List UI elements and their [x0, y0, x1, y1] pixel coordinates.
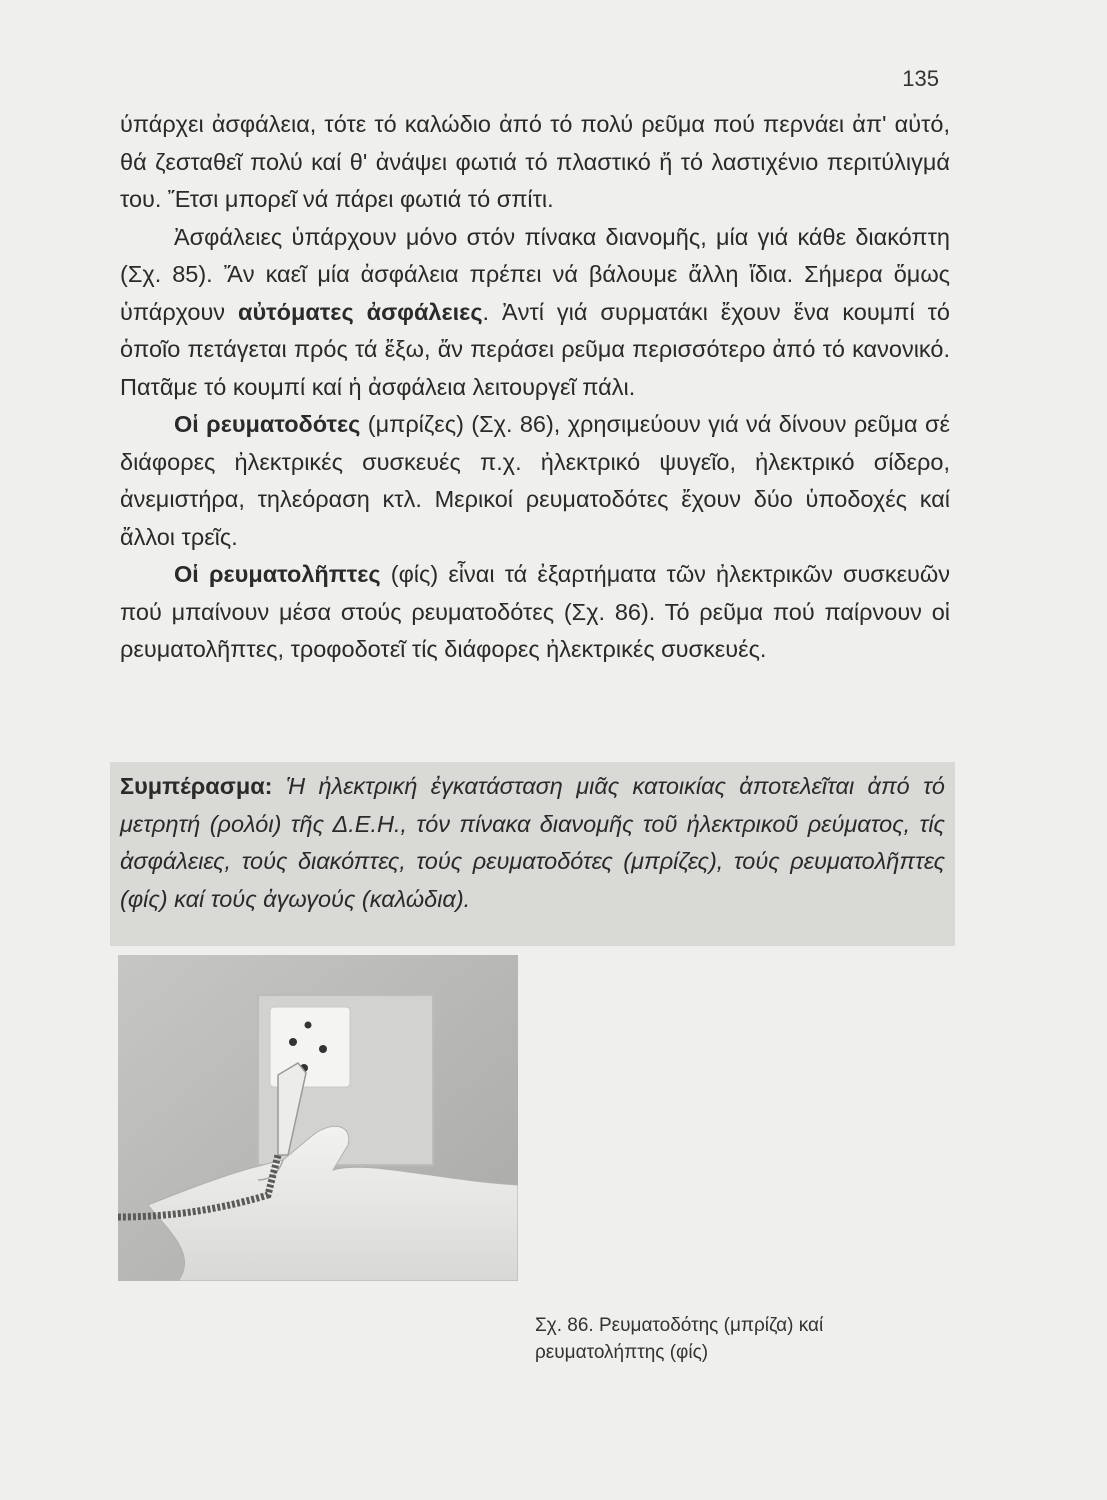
paragraph-2 [120, 219, 950, 407]
socket-hole-icon [305, 1022, 312, 1029]
paragraph-4-text: (φίς) εἶναι τά ἐξαρτήματα τῶν ἠλεκτρικῶν συσκευῶν πού μπαίνουν μέσα στούς ρευματοδότες (Σχ. 86). Τό ρεῦμα πού παίρνουν οἱ ρευματολῆπτες, τροφοδοτεῖ τίς διάφορες ἠλεκτρικές συσκευές. [120, 561, 950, 662]
paragraph-1-text: ύπάρχει ἀσφάλεια, τότε τό καλώδιο ἀπό τό πολύ ρεῦμα πού περνάει ἀπ' αὐτό, θά ζεσταθεῖ πολύ καί θ' ἀνάψει φωτιά τό πλαστικό ἤ τό λαστιχένιο περιτύλιγμά του. Ἔτσι μπορεῖ νά πάρει φωτιά τό σπίτι. [120, 111, 950, 212]
paragraph-3-text: (μπρίζες) (Σχ. 86), χρησιμεύουν γιά νά δίνουν ρεῦμα σέ διάφορες ἠλεκτρικές συσκευές π.χ. ἠλεκτρικό ψυγεῖο, ἠλεκτρικό σίδερο, ἀνεμιστήρα, τηλεόραση κτλ. Μερικοί ρευματοδότες ἔχουν δύο ὑποδοχές καί ἄλλοι τρεῖς. [120, 411, 950, 550]
socket-hole-icon [319, 1045, 327, 1053]
paragraph-2-text-end: . Ἀντί γιά συρματάκι ἔχουν ἕνα κουμπί τό ὁποῖο πετάγεται πρός τά ἔξω, ἄν περάσει ρεῦμα περισσότερο ἀπό τό κανονικό. Πατᾶμε τό κουμπί καί ἡ ἀσφάλεια λειτουργεῖ πάλι. [120, 298, 950, 400]
socket-hole-icon [289, 1038, 297, 1046]
paragraph-4-bold-term: Οἱ ρευματολῆπτες [174, 561, 381, 587]
page-number: 135 [902, 66, 939, 91]
figure-caption: Σχ. 86. Ρευματοδότης (μπρίζα) καί ρευματολήπτης (φίς) [535, 1315, 824, 1363]
paragraph-1 [120, 106, 950, 219]
plug-socket-photo-illustration [118, 955, 518, 1281]
paragraph-3-bold-term: Οἱ ρευματοδότες [174, 411, 361, 437]
figure-photo [118, 955, 518, 1281]
paragraph-4 [120, 556, 950, 669]
paragraph-2-text-start: Ἀσφάλειες ὑπάρχουν μόνο στόν πίνακα διανομῆς, μία γιά κάθε διακόπτη (Σχ. 85). Ἄν καεῖ μία ἀσφάλεια πρέπει νά βάλουμε ἄλλη ἴδια. Σήμερα ὅμως ὑπάρχουν [120, 223, 950, 325]
paragraph-3 [120, 406, 950, 556]
conclusion-text: Ἡ ἠλεκτρική ἐγκατάσταση μιᾶς κατοικίας ἀποτελεῖται ἀπό τό μετρητή (ρολόι) τῆς Δ.Ε.Η., τόν πίνακα διανομῆς τοῦ ἠλεκτρικοῦ ρεύματος, τίς ἀσφάλειες, τούς διακόπτες, τούς ρευματοδότες (μπρίζες), τούς ρευματολῆπτες (φίς) καί τούς ἀγωγούς (καλώδια). [120, 773, 945, 912]
conclusion-label: Συμπέρασμα: [120, 773, 273, 799]
body-text [120, 106, 950, 669]
conclusion-box [110, 762, 955, 946]
paragraph-2-bold-term: αὐτόματες ἀσφάλειες [238, 298, 483, 325]
